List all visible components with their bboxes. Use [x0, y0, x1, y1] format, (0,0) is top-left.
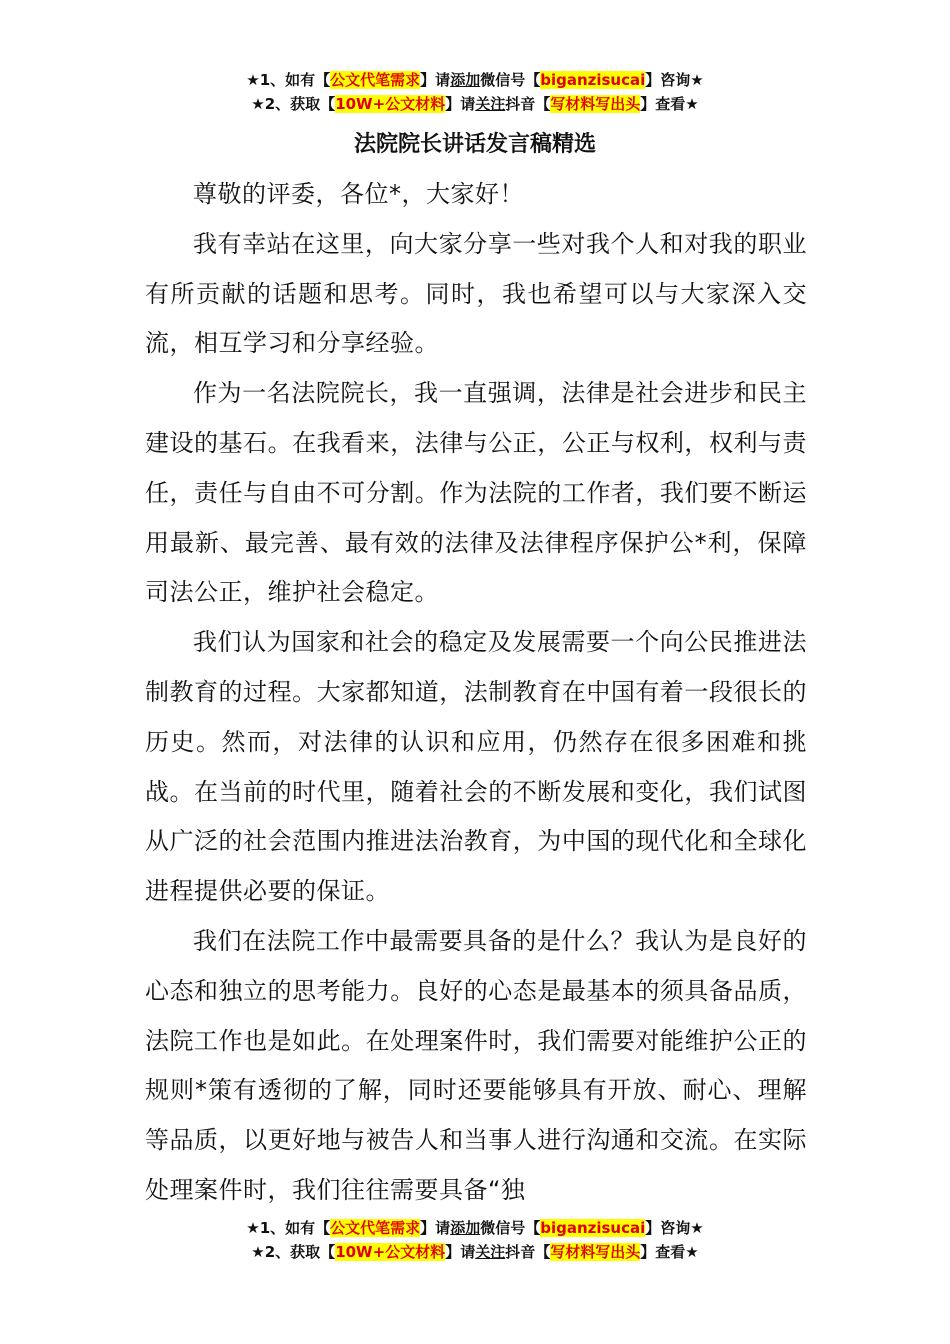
banner-douyin-id: 写材料写出头 — [550, 1243, 641, 1261]
paragraph: 我们认为国家和社会的稳定及发展需要一个向公民推进法制教育的过程。大家都知道，法制教育在中国有着一段很长的历史。然而，对法律的认识和应用，仍然存在很多困难和挑战。在当前的时代里，随着社会的不断发展和变化，我们试图从广泛的社会范围内推进法治教育，为中国的现代化和全球化进程提供必要的保证。 — [145, 628, 807, 906]
banner-wechat-id: biganzisucai — [540, 1219, 646, 1237]
paragraph-greeting: 尊敬的评委，各位*，大家好！ — [193, 180, 524, 208]
banner-highlight: 10W+公文材料 — [335, 95, 446, 113]
paragraph: 作为一名法院院长，我一直强调，法律是社会进步和民主建设的基石。在我看来，法律与公正，公正与权利，权利与责任，责任与自由不可分割。作为法院的工作者，我们要不断运用最新、最完善、最有效的法律及法律程序保护公*利，保障司法公正，维护社会稳定。 — [145, 379, 807, 607]
paragraph: 我们在法院工作中最需要具备的是什么？我认为是良好的心态和独立的思考能力。良好的心态是最基本的须具备品质，法院工作也是如此。在处理案件时，我们需要对能维护公正的规则*策有透彻的了解，同时还要能够具有开放、耐心、理解等品质，以更好地与被告人和当事人进行沟通和交流。在实际处理案件时，我们往往需要具备“独 — [145, 926, 807, 1204]
document-body — [145, 170, 807, 1216]
banner-line-2: ★2、获取【10W+公文材料】请关注抖音【写材料写出头】查看★ — [251, 1243, 699, 1261]
banner-highlight: 公文代笔需求 — [330, 1219, 421, 1237]
paragraph: 我有幸站在这里，向大家分享一些对我个人和对我的职业有所贡献的话题和思考。同时，我也希望可以与大家深入交流，相互学习和分享经验。 — [145, 229, 807, 358]
banner-douyin-id: 写材料写出头 — [550, 95, 641, 113]
banner-line-1: ★1、如有【公文代笔需求】请添加微信号【biganzisucai】咨询★ — [246, 1219, 704, 1237]
banner-highlight: 公文代笔需求 — [330, 71, 421, 89]
bottom-banner — [0, 1216, 950, 1264]
top-banner — [0, 68, 950, 116]
banner-line-2: ★2、获取【10W+公文材料】请关注抖音【写材料写出头】查看★ — [251, 95, 699, 113]
document-title: 法院院长讲话发言稿精选 — [353, 132, 596, 157]
banner-wechat-id: biganzisucai — [540, 71, 646, 89]
banner-line-1: ★1、如有【公文代笔需求】请添加微信号【biganzisucai】咨询★ — [246, 71, 704, 89]
banner-highlight: 10W+公文材料 — [335, 1243, 446, 1261]
